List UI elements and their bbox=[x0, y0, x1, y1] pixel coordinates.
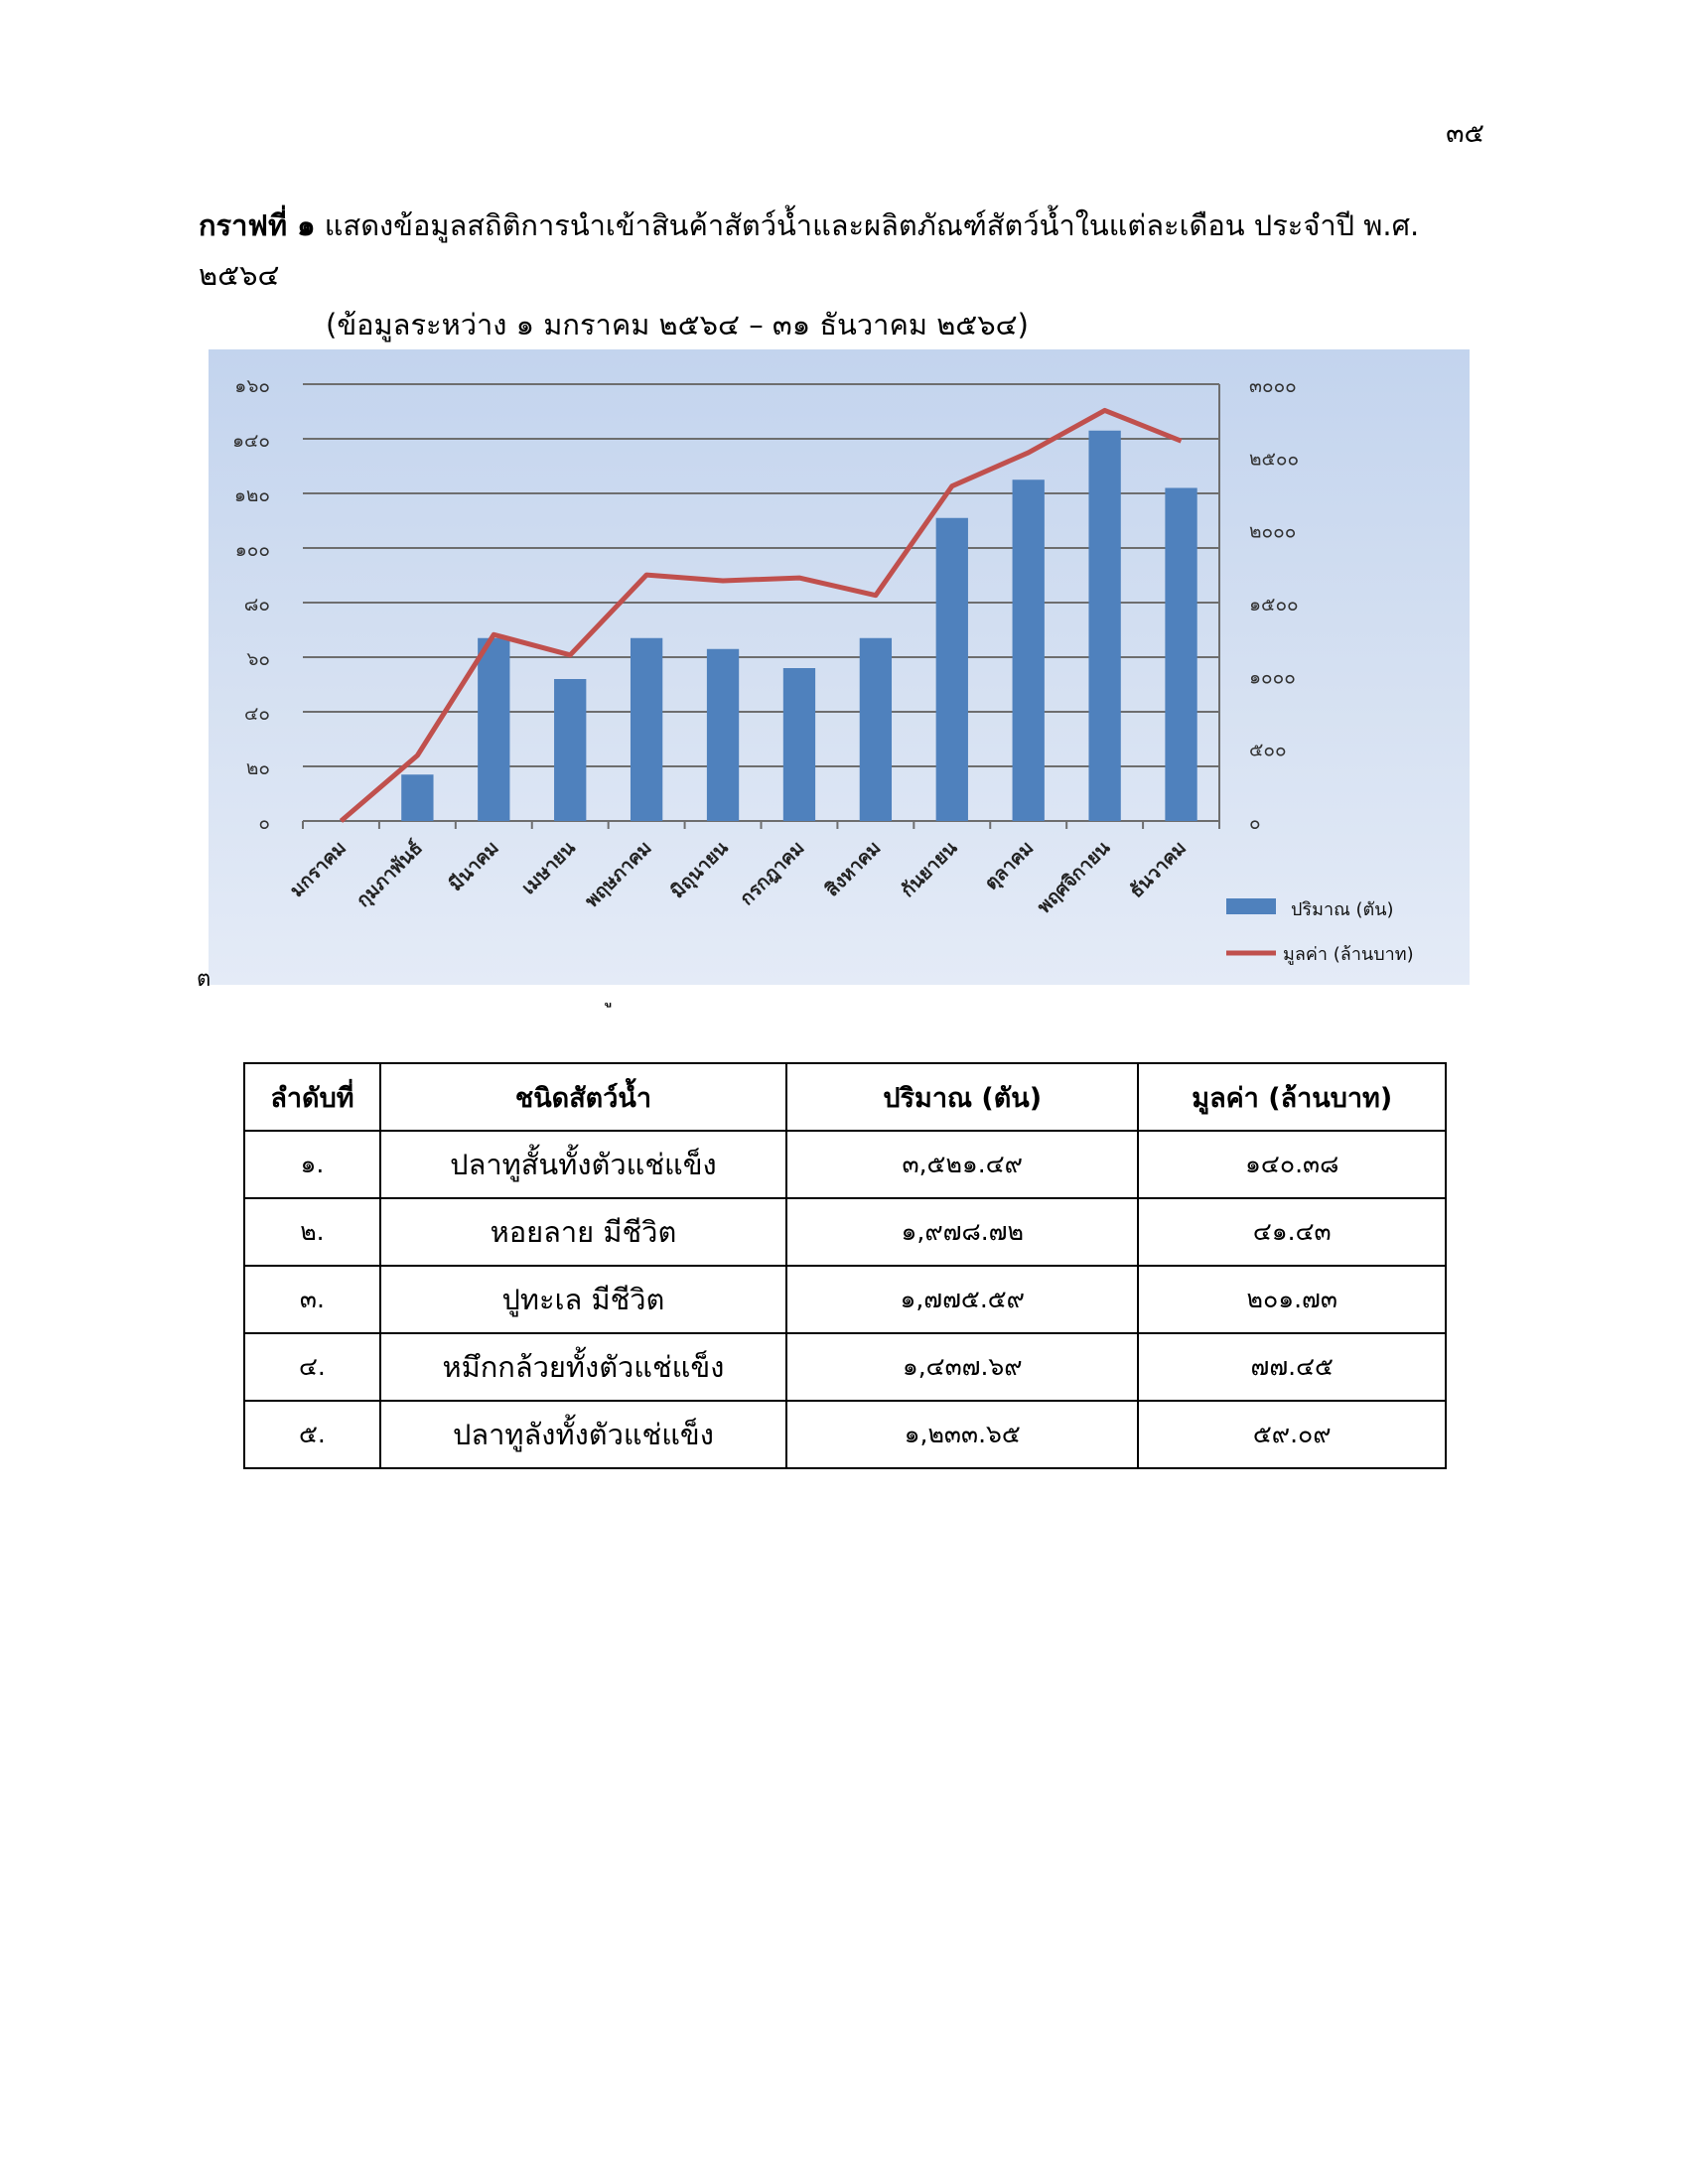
x-tick-label: ธันวาคม bbox=[1125, 836, 1192, 902]
y-tick-label-left: ๐ bbox=[258, 812, 270, 834]
bar bbox=[1165, 488, 1196, 822]
bar bbox=[783, 668, 815, 821]
x-tick-label: สิงหาคม bbox=[820, 836, 886, 901]
chart-caption bbox=[199, 201, 1489, 349]
y-tick-label-left: ๖๐ bbox=[246, 648, 270, 670]
cell-value: ๕๙.๐๙ bbox=[1138, 1401, 1446, 1468]
bar bbox=[1088, 431, 1120, 821]
bar bbox=[707, 649, 739, 821]
cell-value: ๒๐๑.๗๓ bbox=[1138, 1266, 1446, 1333]
table-row bbox=[244, 1198, 1446, 1266]
cell-species: ปูทะเล มีชีวิต bbox=[380, 1266, 786, 1333]
caption-subtext: (ข้อมูลระหว่าง ๑ มกราคม ๒๕๖๔ – ๓๑ ธันวาคม ๒๕๖๔) bbox=[326, 308, 1029, 341]
caption-lead: กราฟที่ ๑ bbox=[199, 208, 316, 242]
cell-value: ๑๔๐.๓๘ bbox=[1138, 1131, 1446, 1198]
y-tick-label-right: ๐ bbox=[1249, 812, 1261, 834]
x-tick-label: มีนาคม bbox=[444, 836, 503, 895]
bar bbox=[554, 679, 586, 821]
y-tick-label-right: ๒๐๐๐ bbox=[1249, 520, 1297, 543]
header-value: มูลค่า (ล้านบาท) bbox=[1138, 1063, 1446, 1131]
bar bbox=[860, 638, 892, 821]
header-species: ชนิดสัตว์น้ำ bbox=[380, 1063, 786, 1131]
x-tick-label: ตุลาคม bbox=[980, 836, 1039, 894]
cell-rank: ๓. bbox=[244, 1266, 380, 1333]
y-tick-label-left: ๘๐ bbox=[243, 594, 270, 615]
combo-chart bbox=[209, 349, 1470, 985]
header-rank: ลำดับที่ bbox=[244, 1063, 380, 1131]
legend-swatch-bar bbox=[1226, 898, 1276, 914]
cell-quantity: ๑,๙๗๘.๗๒ bbox=[786, 1198, 1138, 1266]
cell-value: ๔๑.๔๓ bbox=[1138, 1198, 1446, 1266]
cell-quantity: ๑,๔๓๗.๖๙ bbox=[786, 1333, 1138, 1401]
y-tick-label-right: ๑๕๐๐ bbox=[1249, 594, 1299, 615]
cell-value: ๗๗.๔๕ bbox=[1138, 1333, 1446, 1401]
bar bbox=[401, 774, 433, 821]
table-row bbox=[244, 1333, 1446, 1401]
cell-quantity: ๓,๕๒๑.๔๙ bbox=[786, 1131, 1138, 1198]
header-quantity: ปริมาณ (ตัน) bbox=[786, 1063, 1138, 1131]
y-tick-label-left: ๔๐ bbox=[244, 703, 270, 725]
x-tick-label: มกราคม bbox=[285, 836, 351, 902]
chart-svg bbox=[209, 349, 1470, 985]
x-tick-label: กันยายน bbox=[896, 836, 962, 902]
cell-species: ปลาทูลังทั้งตัวแช่แข็ง bbox=[380, 1401, 786, 1468]
y-tick-label-left: ๑๒๐ bbox=[233, 484, 270, 506]
y-tick-label-right: ๕๐๐ bbox=[1249, 739, 1287, 761]
y-tick-label-left: ๑๐๐ bbox=[234, 539, 270, 561]
cell-species: ปลาทูสั้นทั้งตัวแช่แข็ง bbox=[380, 1131, 786, 1198]
table-row bbox=[244, 1131, 1446, 1198]
cell-rank: ๔. bbox=[244, 1333, 380, 1401]
x-tick-label: พฤษภาคม bbox=[581, 836, 656, 912]
cell-species: หอยลาย มีชีวิต bbox=[380, 1198, 786, 1266]
cell-quantity: ๑,๗๗๕.๕๙ bbox=[786, 1266, 1138, 1333]
legend-label-bar: ปริมาณ (ตัน) bbox=[1291, 899, 1394, 920]
bar bbox=[936, 518, 968, 821]
legend-label-line: มูลค่า (ล้านบาท) bbox=[1283, 944, 1414, 965]
bar bbox=[631, 638, 662, 821]
page-number: ๓๕ bbox=[1446, 118, 1484, 149]
table-row bbox=[244, 1266, 1446, 1333]
y-tick-label-right: ๑๐๐๐ bbox=[1249, 666, 1296, 689]
y-tick-label-left: ๑๖๐ bbox=[234, 375, 270, 397]
cell-rank: ๑. bbox=[244, 1131, 380, 1198]
cell-rank: ๕. bbox=[244, 1401, 380, 1468]
y-tick-label-right: ๒๕๐๐ bbox=[1249, 448, 1300, 471]
cell-quantity: ๑,๒๓๓.๖๕ bbox=[786, 1401, 1138, 1468]
cell-rank: ๒. bbox=[244, 1198, 380, 1266]
x-tick-label: กุมภาพันธ์ bbox=[352, 836, 427, 912]
y-tick-label-right: ๓๐๐๐ bbox=[1249, 375, 1297, 397]
bar bbox=[1013, 479, 1045, 821]
table-header-row bbox=[244, 1063, 1446, 1131]
table-row bbox=[244, 1401, 1446, 1468]
stray-mark: ต bbox=[197, 967, 211, 992]
y-tick-label-left: ๑๔๐ bbox=[231, 430, 270, 452]
species-table bbox=[243, 1062, 1447, 1469]
value-line bbox=[341, 410, 1181, 821]
bar bbox=[478, 638, 509, 821]
x-tick-label: กรกฎาคม bbox=[736, 836, 809, 910]
caption-text: แสดงข้อมูลสถิติการนำเข้าสินค้าสัตว์น้ำและผลิตภัณฑ์สัตว์น้ำในแต่ละเดือน ประจำปี พ.ศ. ๒๕๖๔ bbox=[199, 208, 1420, 292]
cell-species: หมึกกล้วยทั้งตัวแช่แข็ง bbox=[380, 1333, 786, 1401]
y-tick-label-left: ๒๐ bbox=[245, 757, 270, 779]
x-tick-label: มิถุนายน bbox=[666, 836, 733, 903]
x-tick-label: พฤศจิกายน bbox=[1033, 836, 1115, 918]
x-tick-label: เมษายน bbox=[517, 836, 580, 899]
